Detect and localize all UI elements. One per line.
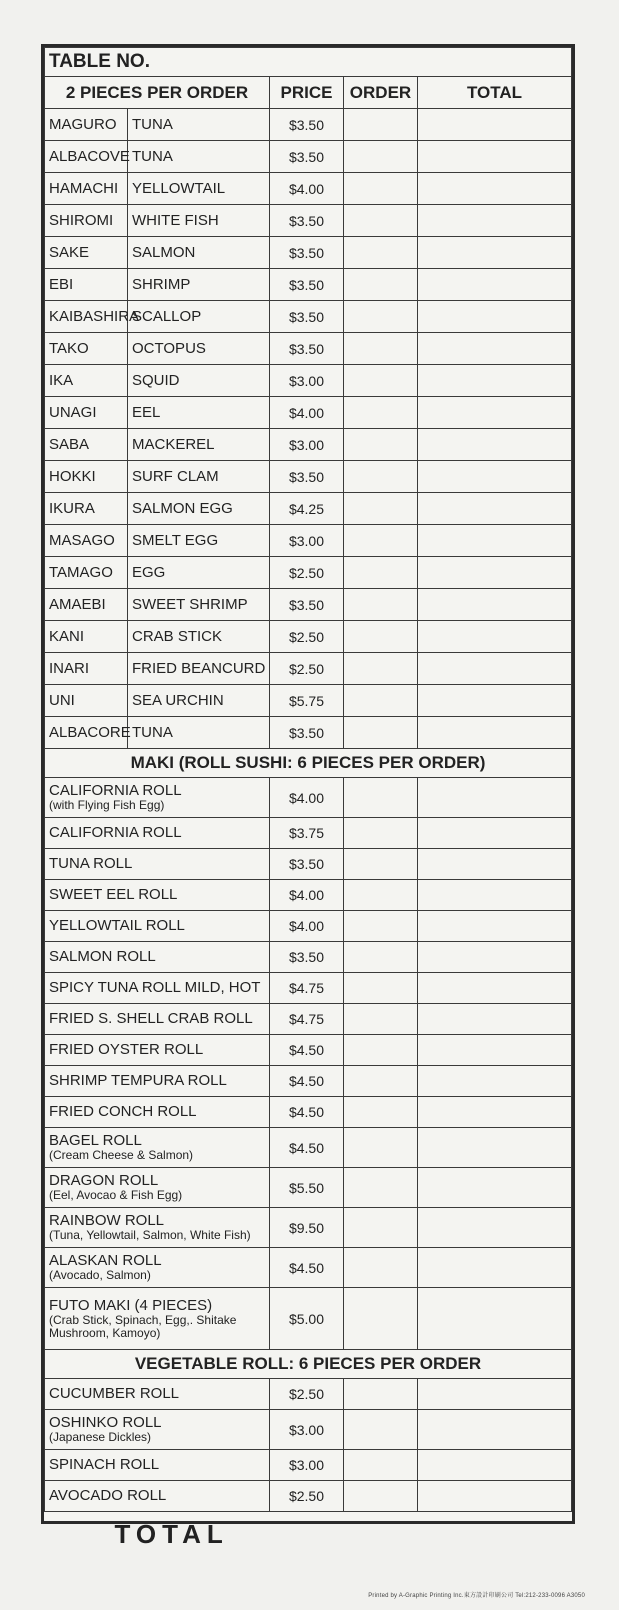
roll-name-cell xyxy=(45,1168,270,1208)
order-quantity-cell[interactable] xyxy=(344,911,418,942)
vegetable-section-title: VEGETABLE ROLL: 6 PIECES PER ORDER xyxy=(45,1350,572,1379)
order-quantity-cell[interactable] xyxy=(344,397,418,429)
order-quantity-cell[interactable] xyxy=(344,942,418,973)
item-total-cell[interactable] xyxy=(418,589,572,621)
item-total-cell[interactable] xyxy=(418,333,572,365)
sushi-english-name: SCALLOP xyxy=(128,301,270,333)
table-row xyxy=(45,557,572,589)
item-total-cell[interactable] xyxy=(418,1208,572,1248)
item-total-cell[interactable] xyxy=(418,429,572,461)
sushi-english-name: TUNA xyxy=(128,717,270,749)
sushi-japanese-name: HAMACHI xyxy=(45,173,128,205)
sushi-japanese-name: SHIROMI xyxy=(45,205,128,237)
sushi-english-name: EGG xyxy=(128,557,270,589)
order-quantity-cell[interactable] xyxy=(344,301,418,333)
roll-ingredients: (Japanese Dickles) xyxy=(49,1430,152,1444)
sushi-japanese-name: MASAGO xyxy=(45,525,128,557)
order-quantity-cell[interactable] xyxy=(344,109,418,141)
grand-total-row xyxy=(45,1512,572,1558)
item-total-cell[interactable] xyxy=(418,911,572,942)
roll-name: OSHINKO ROLL xyxy=(49,1414,162,1431)
item-total-cell[interactable] xyxy=(418,1410,572,1450)
item-price: $5.75 xyxy=(270,685,344,717)
item-price: $4.50 xyxy=(270,1035,344,1066)
roll-name-cell xyxy=(45,1379,270,1410)
table-row xyxy=(45,1035,572,1066)
table-row xyxy=(45,849,572,880)
roll-name-cell xyxy=(45,1410,270,1450)
table-row xyxy=(45,942,572,973)
order-quantity-cell[interactable] xyxy=(344,1248,418,1288)
roll-name: SWEET EEL ROLL xyxy=(49,886,178,903)
sushi-japanese-name: HOKKI xyxy=(45,461,128,493)
order-quantity-cell[interactable] xyxy=(344,1066,418,1097)
item-price: $4.00 xyxy=(270,173,344,205)
sushi-japanese-name: IKA xyxy=(45,365,128,397)
roll-ingredients: (Tuna, Yellowtail, Salmon, White Fish) xyxy=(49,1228,251,1242)
item-price: $4.75 xyxy=(270,973,344,1004)
roll-name-cell xyxy=(45,942,270,973)
header-total: TOTAL xyxy=(418,77,572,109)
order-quantity-cell[interactable] xyxy=(344,1450,418,1481)
item-total-cell[interactable] xyxy=(418,880,572,911)
item-price: $3.50 xyxy=(270,109,344,141)
maki-section-title-row xyxy=(45,749,572,778)
table-row xyxy=(45,1208,572,1248)
roll-ingredients: (Avocado, Salmon) xyxy=(49,1268,151,1282)
item-total-cell[interactable] xyxy=(418,1035,572,1066)
item-total-cell[interactable] xyxy=(418,461,572,493)
table-row xyxy=(45,778,572,818)
roll-ingredients: (Cream Cheese & Salmon) xyxy=(49,1148,194,1162)
roll-name: SHRIMP TEMPURA ROLL xyxy=(49,1072,227,1089)
item-price: $5.50 xyxy=(270,1168,344,1208)
item-total-cell[interactable] xyxy=(418,237,572,269)
order-quantity-cell[interactable] xyxy=(344,685,418,717)
item-total-cell[interactable] xyxy=(418,1128,572,1168)
roll-name-cell xyxy=(45,1066,270,1097)
sushi-japanese-name: IKURA xyxy=(45,493,128,525)
item-total-cell[interactable] xyxy=(418,1248,572,1288)
roll-name: BAGEL ROLL xyxy=(49,1132,142,1149)
table-row xyxy=(45,1288,572,1350)
table-row xyxy=(45,717,572,749)
roll-name-cell xyxy=(45,1128,270,1168)
order-quantity-cell[interactable] xyxy=(344,173,418,205)
roll-name: FRIED CONCH ROLL xyxy=(49,1103,197,1120)
item-price: $4.00 xyxy=(270,911,344,942)
item-price: $4.00 xyxy=(270,778,344,818)
sushi-japanese-name: UNAGI xyxy=(45,397,128,429)
item-price: $4.50 xyxy=(270,1097,344,1128)
table-row xyxy=(45,880,572,911)
order-quantity-cell[interactable] xyxy=(344,880,418,911)
item-price: $4.75 xyxy=(270,1004,344,1035)
order-quantity-cell[interactable] xyxy=(344,1004,418,1035)
roll-name-cell xyxy=(45,818,270,849)
item-price: $3.50 xyxy=(270,942,344,973)
order-quantity-cell[interactable] xyxy=(344,653,418,685)
table-row xyxy=(45,1410,572,1450)
table-row xyxy=(45,818,572,849)
roll-name-cell xyxy=(45,1097,270,1128)
sushi-japanese-name: INARI xyxy=(45,653,128,685)
item-price: $3.00 xyxy=(270,525,344,557)
item-price: $3.50 xyxy=(270,141,344,173)
sushi-japanese-name: TAMAGO xyxy=(45,557,128,589)
item-total-cell[interactable] xyxy=(418,1288,572,1350)
item-total-cell[interactable] xyxy=(418,818,572,849)
item-total-cell[interactable] xyxy=(418,1066,572,1097)
item-price: $4.00 xyxy=(270,880,344,911)
item-total-cell[interactable] xyxy=(418,205,572,237)
roll-name: SALMON ROLL xyxy=(49,948,156,965)
item-price: $3.50 xyxy=(270,461,344,493)
sushi-japanese-name: KAIBASHIRA xyxy=(45,301,128,333)
item-price: $2.50 xyxy=(270,1481,344,1512)
item-price: $2.50 xyxy=(270,557,344,589)
item-price: $3.00 xyxy=(270,365,344,397)
sushi-japanese-name: SABA xyxy=(45,429,128,461)
item-price: $3.50 xyxy=(270,301,344,333)
roll-name-cell xyxy=(45,880,270,911)
item-total-cell[interactable] xyxy=(418,1097,572,1128)
table-row xyxy=(45,653,572,685)
roll-name: TUNA ROLL xyxy=(49,855,133,872)
roll-name-cell xyxy=(45,1481,270,1512)
item-total-cell[interactable] xyxy=(418,685,572,717)
table-row xyxy=(45,1481,572,1512)
order-quantity-cell[interactable] xyxy=(344,493,418,525)
item-price: $5.00 xyxy=(270,1288,344,1350)
sushi-english-name: SURF CLAM xyxy=(128,461,270,493)
roll-name: CALIFORNIA ROLL xyxy=(49,824,182,841)
roll-ingredients: (with Flying Fish Egg) xyxy=(49,798,165,812)
roll-name-cell xyxy=(45,849,270,880)
table-row xyxy=(45,1168,572,1208)
header-price: PRICE xyxy=(270,77,344,109)
item-total-cell[interactable] xyxy=(418,525,572,557)
item-total-cell[interactable] xyxy=(418,365,572,397)
item-price: $3.50 xyxy=(270,205,344,237)
sushi-japanese-name: ALBACOVE xyxy=(45,141,128,173)
table-row xyxy=(45,1097,572,1128)
table-row xyxy=(45,621,572,653)
item-price: $2.50 xyxy=(270,1379,344,1410)
item-price: $2.50 xyxy=(270,653,344,685)
item-total-cell[interactable] xyxy=(418,141,572,173)
sushi-english-name: SWEET SHRIMP xyxy=(128,589,270,621)
sushi-english-name: SMELT EGG xyxy=(128,525,270,557)
item-total-cell[interactable] xyxy=(418,717,572,749)
table-number-row xyxy=(45,48,572,77)
sushi-english-name: SEA URCHIN xyxy=(128,685,270,717)
item-price: $4.50 xyxy=(270,1128,344,1168)
item-price: $3.50 xyxy=(270,849,344,880)
roll-name: CUCUMBER ROLL xyxy=(49,1385,180,1402)
sushi-english-name: EEL xyxy=(128,397,270,429)
table-row xyxy=(45,173,572,205)
roll-name-cell xyxy=(45,778,270,818)
table-row xyxy=(45,205,572,237)
header-order: ORDER xyxy=(344,77,418,109)
grand-total-label: TOTAL xyxy=(114,1519,229,1549)
table-row xyxy=(45,589,572,621)
table-row xyxy=(45,1248,572,1288)
table-row xyxy=(45,109,572,141)
table-row xyxy=(45,269,572,301)
item-price: $4.50 xyxy=(270,1248,344,1288)
order-quantity-cell[interactable] xyxy=(344,1379,418,1410)
vegetable-section-title-row xyxy=(45,1350,572,1379)
roll-name: FRIED OYSTER ROLL xyxy=(49,1041,204,1058)
table-row xyxy=(45,397,572,429)
sushi-english-name: SQUID xyxy=(128,365,270,397)
table-row xyxy=(45,365,572,397)
roll-name-cell xyxy=(45,1450,270,1481)
table-row xyxy=(45,973,572,1004)
order-quantity-cell[interactable] xyxy=(344,205,418,237)
item-total-cell[interactable] xyxy=(418,301,572,333)
item-price: $3.00 xyxy=(270,429,344,461)
order-quantity-cell[interactable] xyxy=(344,621,418,653)
sushi-english-name: SALMON EGG xyxy=(128,493,270,525)
order-quantity-cell[interactable] xyxy=(344,1035,418,1066)
order-quantity-cell[interactable] xyxy=(344,818,418,849)
sushi-japanese-name: SAKE xyxy=(45,237,128,269)
item-total-cell[interactable] xyxy=(418,973,572,1004)
item-price: $3.75 xyxy=(270,818,344,849)
order-quantity-cell[interactable] xyxy=(344,589,418,621)
item-total-cell[interactable] xyxy=(418,557,572,589)
order-quantity-cell[interactable] xyxy=(344,717,418,749)
item-price: $4.00 xyxy=(270,397,344,429)
item-total-cell[interactable] xyxy=(418,849,572,880)
order-quantity-cell[interactable] xyxy=(344,365,418,397)
sushi-english-name: SALMON xyxy=(128,237,270,269)
item-total-cell[interactable] xyxy=(418,1004,572,1035)
roll-name: FRIED S. SHELL CRAB ROLL xyxy=(49,1010,253,1027)
sushi-japanese-name: MAGURO xyxy=(45,109,128,141)
roll-name: SPICY TUNA ROLL MILD, HOT xyxy=(49,979,261,996)
order-quantity-cell[interactable] xyxy=(344,525,418,557)
item-total-cell[interactable] xyxy=(418,1379,572,1410)
item-total-cell[interactable] xyxy=(418,269,572,301)
maki-section-title: MAKI (ROLL SUSHI: 6 PIECES PER ORDER) xyxy=(45,749,572,778)
order-quantity-cell[interactable] xyxy=(344,849,418,880)
order-quantity-cell[interactable] xyxy=(344,269,418,301)
table-number-label: TABLE NO. xyxy=(45,48,572,77)
sushi-english-name: MACKEREL xyxy=(128,429,270,461)
table-row xyxy=(45,1004,572,1035)
order-quantity-cell[interactable] xyxy=(344,973,418,1004)
sushi-japanese-name: ALBACORE xyxy=(45,717,128,749)
order-quantity-cell[interactable] xyxy=(344,557,418,589)
item-total-cell[interactable] xyxy=(418,778,572,818)
menu-table xyxy=(44,47,572,1557)
table-row xyxy=(45,685,572,717)
table-row xyxy=(45,237,572,269)
table-row xyxy=(45,1450,572,1481)
item-total-cell[interactable] xyxy=(418,109,572,141)
order-quantity-cell[interactable] xyxy=(344,1168,418,1208)
item-total-cell[interactable] xyxy=(418,493,572,525)
roll-name-cell xyxy=(45,973,270,1004)
roll-name: FUTO MAKI (4 PIECES) xyxy=(49,1296,213,1314)
roll-name: YELLOWTAIL ROLL xyxy=(49,917,185,934)
item-total-cell[interactable] xyxy=(418,1450,572,1481)
order-quantity-cell[interactable] xyxy=(344,1128,418,1168)
order-quantity-cell[interactable] xyxy=(344,237,418,269)
sushi-english-name: FRIED BEANCURD xyxy=(128,653,270,685)
sushi-japanese-name: UNI xyxy=(45,685,128,717)
sushi-english-name: YELLOWTAIL xyxy=(128,173,270,205)
roll-name-cell xyxy=(45,1248,270,1288)
table-row xyxy=(45,333,572,365)
item-price: $4.50 xyxy=(270,1066,344,1097)
roll-name: SPINACH ROLL xyxy=(49,1456,160,1473)
item-price: $3.00 xyxy=(270,1410,344,1450)
item-price: $3.50 xyxy=(270,269,344,301)
roll-name-cell xyxy=(45,1208,270,1248)
item-total-cell[interactable] xyxy=(418,1168,572,1208)
item-total-cell[interactable] xyxy=(418,397,572,429)
roll-ingredients: (Crab Stick, Spinach, Egg,. Shitake Mushroom, Kamoyo) xyxy=(49,1312,237,1340)
order-quantity-cell[interactable] xyxy=(344,429,418,461)
sushi-japanese-name: TAKO xyxy=(45,333,128,365)
roll-name-cell xyxy=(45,1004,270,1035)
item-price: $3.00 xyxy=(270,1450,344,1481)
sushi-japanese-name: EBI xyxy=(45,269,128,301)
item-total-cell[interactable] xyxy=(418,621,572,653)
printer-credit: Printed by A-Graphic Printing Inc.東方設計印刷公司 Tel:212-233-0096 A3050 xyxy=(368,1593,585,1599)
header-row xyxy=(45,77,572,109)
table-row xyxy=(45,1128,572,1168)
item-total-cell[interactable] xyxy=(418,653,572,685)
item-total-cell[interactable] xyxy=(418,942,572,973)
item-price: $3.50 xyxy=(270,237,344,269)
roll-name: AVOCADO ROLL xyxy=(49,1487,167,1504)
table-row xyxy=(45,461,572,493)
table-row xyxy=(45,911,572,942)
order-quantity-cell[interactable] xyxy=(344,778,418,818)
order-quantity-cell[interactable] xyxy=(344,141,418,173)
item-price: $3.50 xyxy=(270,333,344,365)
sushi-english-name: SHRIMP xyxy=(128,269,270,301)
item-price: $4.25 xyxy=(270,493,344,525)
table-row xyxy=(45,1066,572,1097)
sushi-japanese-name: KANI xyxy=(45,621,128,653)
roll-name: ALASKAN ROLL xyxy=(49,1252,162,1269)
order-quantity-cell[interactable] xyxy=(344,1481,418,1512)
sushi-japanese-name: AMAEBI xyxy=(45,589,128,621)
item-price: $9.50 xyxy=(270,1208,344,1248)
order-quantity-cell[interactable] xyxy=(344,1208,418,1248)
roll-name-cell xyxy=(45,911,270,942)
roll-name-cell xyxy=(45,1035,270,1066)
sushi-english-name: CRAB STICK xyxy=(128,621,270,653)
item-total-cell[interactable] xyxy=(418,1481,572,1512)
roll-ingredients: (Eel, Avocao & Fish Egg) xyxy=(49,1188,183,1202)
header-sushi: 2 PIECES PER ORDER xyxy=(45,77,270,109)
item-total-cell[interactable] xyxy=(418,173,572,205)
item-price: $3.50 xyxy=(270,589,344,621)
roll-name: DRAGON ROLL xyxy=(49,1172,159,1189)
item-price: $3.50 xyxy=(270,717,344,749)
order-sheet xyxy=(41,44,575,1549)
order-quantity-cell[interactable] xyxy=(344,1410,418,1450)
roll-name: RAINBOW ROLL xyxy=(49,1212,165,1229)
order-quantity-cell[interactable] xyxy=(344,1097,418,1128)
order-quantity-cell[interactable] xyxy=(344,461,418,493)
table-row xyxy=(45,525,572,557)
table-row xyxy=(45,141,572,173)
sushi-english-name: TUNA xyxy=(128,141,270,173)
table-row xyxy=(45,1379,572,1410)
order-quantity-cell[interactable] xyxy=(344,1288,418,1350)
roll-name-cell xyxy=(45,1288,270,1350)
sushi-english-name: OCTOPUS xyxy=(128,333,270,365)
item-price: $2.50 xyxy=(270,621,344,653)
order-quantity-cell[interactable] xyxy=(344,333,418,365)
sushi-english-name: WHITE FISH xyxy=(128,205,270,237)
table-row xyxy=(45,429,572,461)
roll-name: CALIFORNIA ROLL xyxy=(49,782,182,799)
sushi-english-name: TUNA xyxy=(128,109,270,141)
table-row xyxy=(45,493,572,525)
table-row xyxy=(45,301,572,333)
